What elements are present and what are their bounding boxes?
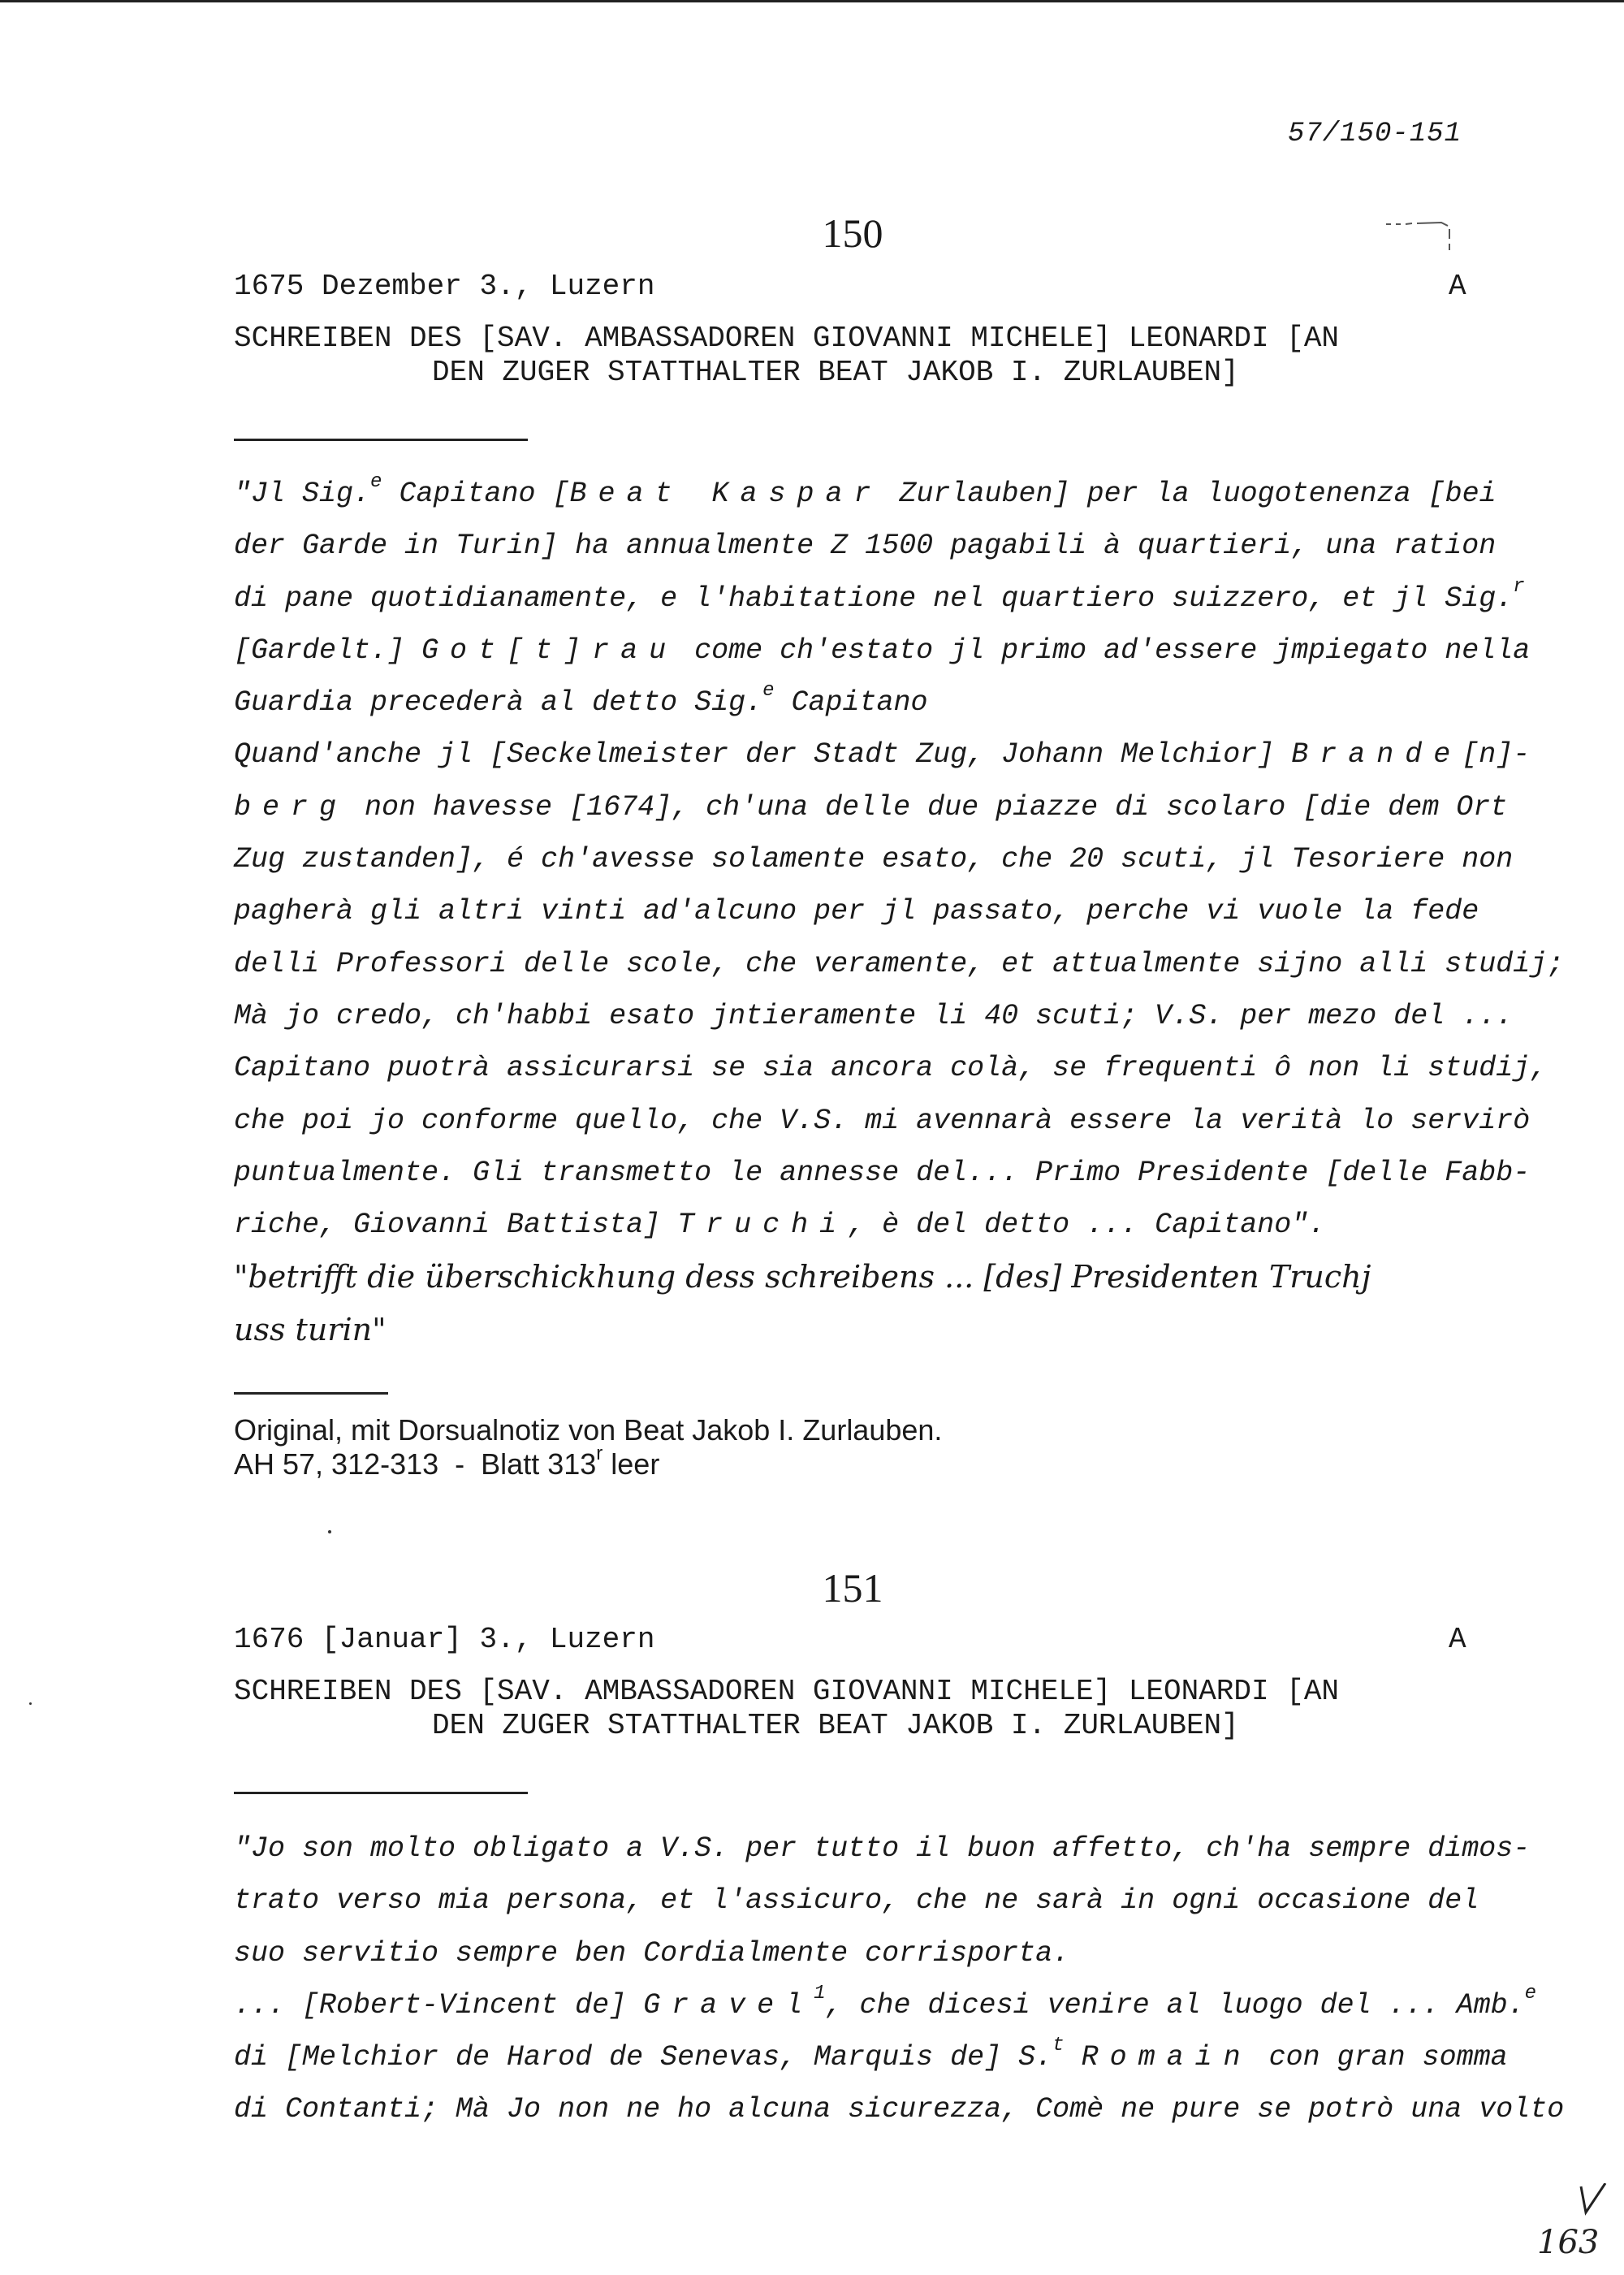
svg-text:163: 163 bbox=[1537, 2224, 1600, 2261]
text-line: trato verso mia persona, et l'assicuro, che ne sarà in ogni occasione del bbox=[234, 1884, 1479, 1918]
dorsal-note-line: uss turin" bbox=[234, 1311, 387, 1347]
document-date-place: 1676 [Januar] 3., Luzern bbox=[234, 1623, 655, 1656]
document-category: A bbox=[1449, 270, 1466, 303]
title-line: SCHREIBEN DES [SAV. AMBASSADOREN GIOVANNI MICHELE] LEONARDI [AN bbox=[234, 1675, 1340, 1708]
source-line: Original, mit Dorsualnotiz von Beat Jakob I. Zurlauben. bbox=[234, 1413, 943, 1447]
text-line: Zug zustanden], é ch'avesse solamente esato, che 20 scuti, jl Tesoriere non bbox=[234, 843, 1514, 876]
archive-reference: 57/150-151 bbox=[1287, 119, 1462, 149]
source-line: AH 57, 312-313 - Blatt 313$^r$ leer bbox=[234, 1442, 660, 1481]
document-number: 151 bbox=[822, 1565, 883, 1611]
text-line: puntualmente. Gli transmetto le annesse del... Primo Presidente [delle Fabb- bbox=[234, 1156, 1531, 1189]
quotation-text bbox=[234, 1823, 1565, 2136]
document-number: 150 bbox=[822, 210, 883, 256]
title-line: SCHREIBEN DES [SAV. AMBASSADOREN GIOVANNI MICHELE] LEONARDI [AN bbox=[234, 322, 1340, 355]
dorsal-note-line: "betrifft die überschickhung dess schreibens ... [des] Presidenten Truchj bbox=[234, 1259, 1371, 1295]
title-line: DEN ZUGER STATTHALTER BEAT JAKOB I. ZURLAUBEN] bbox=[432, 356, 1239, 389]
separator-rule bbox=[234, 1792, 528, 1794]
source-note bbox=[234, 1413, 942, 1481]
text-line: berg non havesse [1674], ch'una delle due piazze di scolaro [die dem Ort bbox=[234, 790, 1508, 824]
text-line: suo servitio sempre ben Cordialmente corrisporta. bbox=[234, 1936, 1070, 1970]
document-title bbox=[234, 1675, 1339, 1743]
separator-rule bbox=[234, 1392, 388, 1395]
text-line: di pane quotidianamente, e l'habitatione nel quartiero suizzero, et jl Sig.$^r$ bbox=[234, 575, 1525, 615]
text-line: Guardia precederà al detto Sig.$^e$ Capitano bbox=[234, 680, 928, 720]
text-line: "Jl Sig.$^e$ Capitano [Beat Kaspar Zurlauben] per la luogotenenza [bei bbox=[234, 471, 1497, 510]
title-line: DEN ZUGER STATTHALTER BEAT JAKOB I. ZURLAUBEN] bbox=[432, 1709, 1239, 1742]
text-line: pagherà gli altri vinti ad'alcuno per jl passato, perche vi vuole la fede bbox=[234, 895, 1479, 928]
handwritten-page-stamp bbox=[1531, 2183, 1620, 2264]
text-line: ... [Robert-Vincent de] Gravel$^1$, che dicesi venire al luogo del ... Amb.$^e$ bbox=[234, 1982, 1537, 2022]
quotation-text bbox=[234, 468, 1565, 1356]
page-top-border bbox=[0, 0, 1624, 2]
separator-rule bbox=[234, 439, 528, 441]
text-line: "Jo son molto obligato a V.S. per tutto il buon affetto, ch'ha sempre dimos- bbox=[234, 1832, 1531, 1865]
text-line: [Gardelt.] Got[t]rau come ch'estato jl primo ad'essere jmpiegato nella bbox=[234, 634, 1531, 667]
text-line: der Garde in Turin] ha annualmente Z 1500 pagabili à quartieri, una ration bbox=[234, 530, 1497, 563]
document-title bbox=[234, 322, 1339, 390]
text-line: Quand'anche jl [Seckelmeister der Stadt Zug, Johann Melchior] Brande[n]- bbox=[234, 738, 1531, 772]
document-category: A bbox=[1449, 1623, 1466, 1656]
text-line: delli Professori delle scole, che veramente, et attualmente sijno alli studij; bbox=[234, 947, 1565, 980]
text-line: di [Melchior de Harod de Senevas, Marquis de] S.$^t$ Romain con gran somma bbox=[234, 2035, 1508, 2074]
text-line: che poi jo conforme quello, che V.S. mi avennarà essere la verità lo servirò bbox=[234, 1104, 1531, 1137]
text-line: di Contanti; Mà Jo non ne ho alcuna sicurezza, Comè ne pure se potrò una volto bbox=[234, 2093, 1565, 2126]
document-date-place: 1675 Dezember 3., Luzern bbox=[234, 270, 655, 303]
text-line: Capitano puotrà assicurarsi se sia ancora colà, se frequenti ô non li studij, bbox=[234, 1052, 1548, 1085]
stray-mark bbox=[29, 1702, 32, 1705]
text-line: riche, Giovanni Battista] Truchi, è del detto ... Capitano". bbox=[234, 1209, 1326, 1242]
text-line: Mà jo credo, ch'habbi esato jntieramente li 40 scuti; V.S. per mezo del ... bbox=[234, 999, 1514, 1032]
stray-mark bbox=[328, 1530, 331, 1533]
